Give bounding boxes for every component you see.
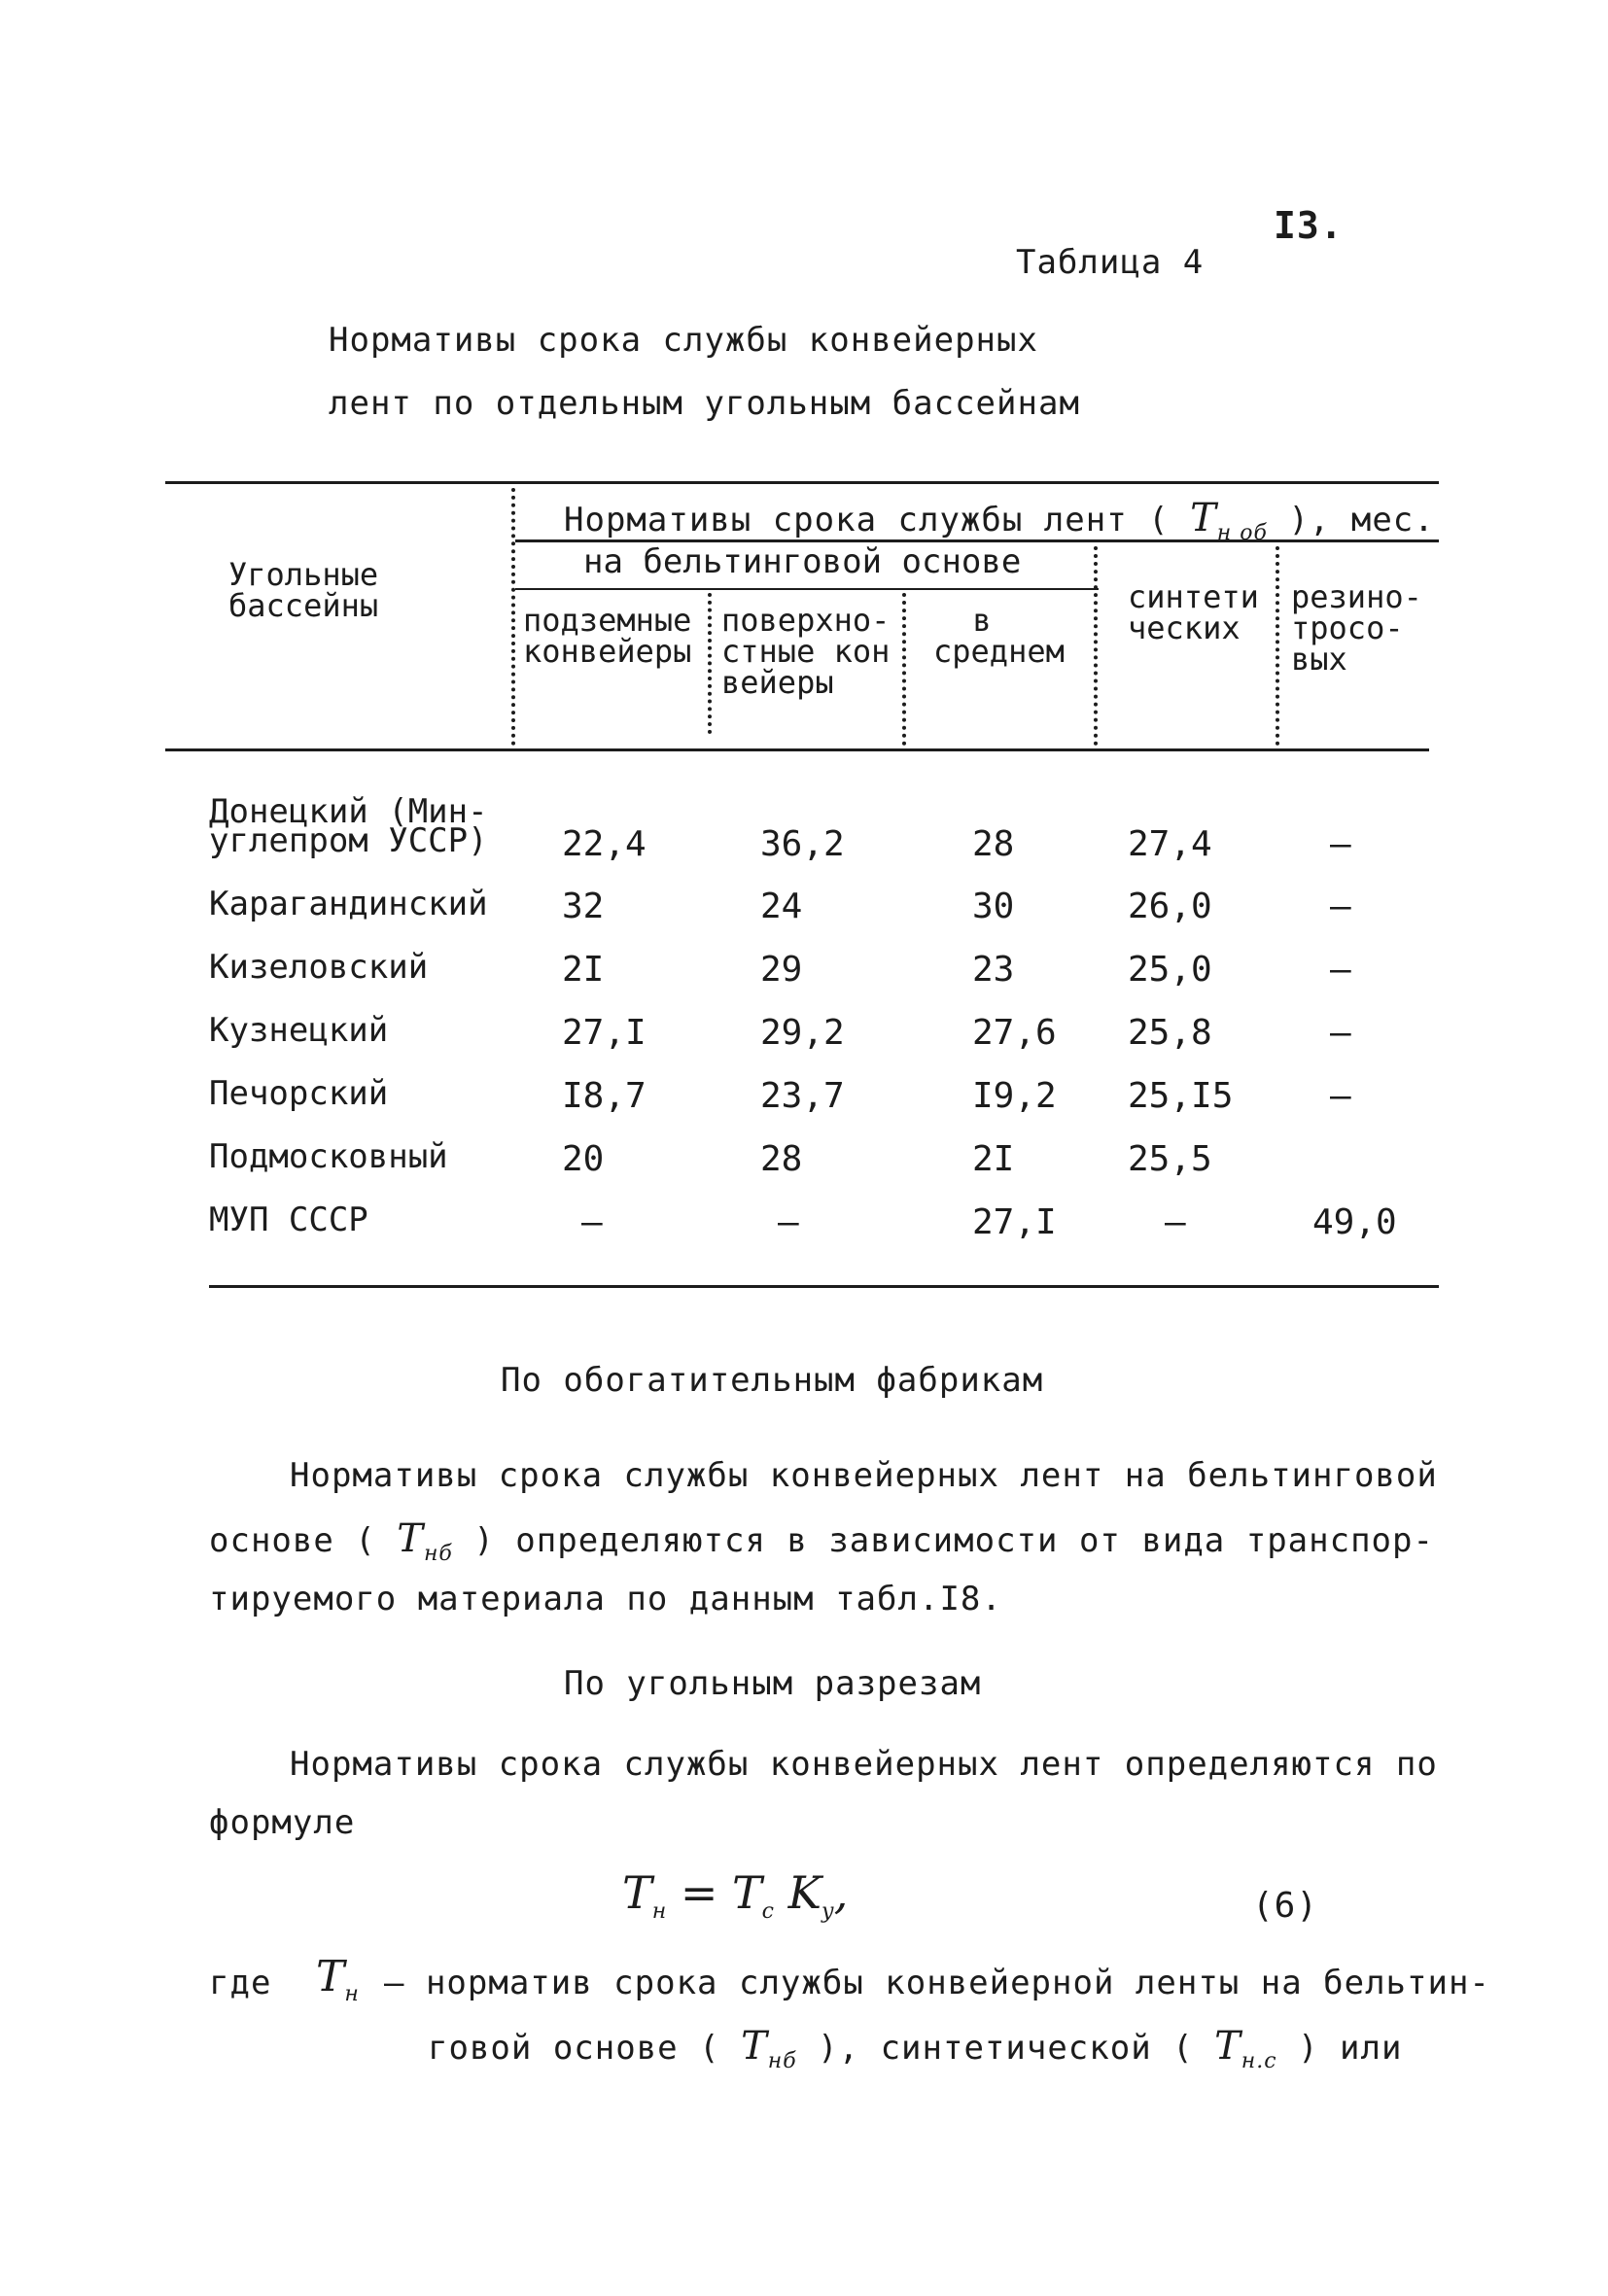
- row-donetsk-c2: 36,2: [760, 824, 845, 864]
- header-col-synthetic: синтети ческих: [1128, 578, 1259, 646]
- para2-line1: Нормативы срока службы конвейерных лент определяются по: [290, 1745, 1438, 1784]
- header-group: [564, 496, 1435, 545]
- row-karaganda-c1: 32: [562, 887, 605, 926]
- table-title-line-1: Нормативы срока службы конвейерных: [329, 321, 1038, 360]
- row-name-karaganda: Карагандинский: [209, 885, 488, 923]
- row-kizel-c4: 25,0: [1128, 950, 1212, 990]
- header-col-underground: подземные конвейеры: [523, 602, 692, 670]
- formula-equals: =: [680, 1866, 718, 1919]
- row-name-donetsk: Донецкий (Мин- углепром УССР): [209, 792, 488, 860]
- header-bottom-rule: [165, 748, 1429, 751]
- row-kuznetsk-c5: –: [1330, 1013, 1351, 1053]
- heading-processing-plants: По обогатительным фабрикам: [501, 1361, 1044, 1400]
- formula-comma: ,: [833, 1866, 849, 1919]
- where-symbol-sub: н: [344, 1981, 359, 2006]
- formula-lhs-sub: н: [651, 1899, 667, 1925]
- para1-line2-end: ) определяются в зависимости от вида транспор-: [473, 1521, 1434, 1560]
- col-separator-2: [708, 593, 712, 734]
- row-kuznetsk-c1: 27,I: [562, 1013, 647, 1053]
- where-line1: – норматив срока службы конвейерной ленты на бельтин-: [384, 1964, 1490, 2002]
- where-line2-mid: ), синтетической (: [818, 2029, 1194, 2068]
- formula-tc: T: [731, 1866, 762, 1919]
- row-mup-c3: 27,I: [972, 1202, 1057, 1242]
- row-pechora-c1: I8,7: [562, 1076, 647, 1116]
- formula-tc-sub: c: [761, 1899, 774, 1925]
- table-top-rule: [165, 481, 1439, 484]
- page-number: I3.: [1274, 204, 1344, 247]
- where-line2-symbol2-t: T: [1214, 2024, 1241, 2069]
- row-mup-c5: 49,0: [1312, 1202, 1397, 1242]
- row-pechora-c5: –: [1330, 1076, 1351, 1116]
- row-name-pechora: Печорский: [209, 1074, 389, 1113]
- table-label: Таблица 4: [1016, 243, 1205, 282]
- row-kuznetsk-c2: 29,2: [760, 1013, 845, 1053]
- header-group-symbol-t: T: [1190, 496, 1217, 540]
- para1-symbol-sub: нб: [423, 1542, 453, 1566]
- row-name-moscow: Подмосковный: [209, 1137, 448, 1176]
- where-line2-symbol1-sub: нб: [767, 2049, 797, 2073]
- header-col-average: в среднем: [933, 602, 1065, 670]
- where-label: где: [209, 1964, 272, 2002]
- col-separator-1: [511, 488, 515, 746]
- row-karaganda-c3: 30: [972, 887, 1015, 926]
- row-name-kizel: Кизеловский: [209, 948, 429, 987]
- header-group-text: Нормативы срока службы лент (: [564, 501, 1170, 539]
- where-line2-end: ) или: [1298, 2029, 1403, 2068]
- row-kizel-c5: –: [1330, 950, 1351, 990]
- row-donetsk-c4: 27,4: [1128, 824, 1212, 864]
- row-name-mup: МУП СССР: [209, 1200, 368, 1239]
- where-line2-start: говой основе (: [428, 2029, 720, 2068]
- row-karaganda-c4: 26,0: [1128, 887, 1212, 926]
- row-donetsk-c3: 28: [972, 824, 1015, 864]
- para2-line2: формуле: [209, 1803, 356, 1842]
- where-line2: [428, 2024, 1402, 2073]
- para1-line3: тируемого материала по данным табл.I8.: [209, 1580, 1002, 1618]
- heading-open-pits: По угольным разрезам: [564, 1664, 982, 1703]
- header-group-symbol-sub: н об: [1216, 521, 1268, 545]
- row-donetsk-c5: –: [1330, 824, 1351, 864]
- row-mup-c1: –: [581, 1202, 603, 1242]
- where-symbol-t: T: [316, 1952, 345, 2001]
- row-kizel-c3: 23: [972, 950, 1015, 990]
- where-symbol: [316, 1952, 359, 2006]
- row-moscow-c2: 28: [760, 1139, 803, 1179]
- para1-symbol-t: T: [397, 1516, 424, 1561]
- row-moscow-c3: 2I: [972, 1139, 1015, 1179]
- where-line2-symbol1-t: T: [741, 2024, 768, 2069]
- row-mup-c2: –: [778, 1202, 799, 1242]
- header-col-surface: поверхно- стные кон вейеры: [721, 602, 891, 701]
- row-moscow-c4: 25,5: [1128, 1139, 1212, 1179]
- para1-symbol: [397, 1516, 453, 1566]
- where-line2-symbol1: [741, 2024, 797, 2073]
- row-name-kuznetsk: Кузнецкий: [209, 1011, 389, 1050]
- table-title-line-2: лент по отдельным угольным бассейнам: [329, 384, 1080, 423]
- row-kizel-c1: 2I: [562, 950, 605, 990]
- formula-k: K: [787, 1866, 821, 1919]
- formula-k-sub: у: [821, 1899, 834, 1925]
- row-pechora-c3: I9,2: [972, 1076, 1057, 1116]
- where-line2-symbol2-sub: н.с: [1241, 2049, 1277, 2073]
- row-kuznetsk-c4: 25,8: [1128, 1013, 1212, 1053]
- formula-number: (6): [1252, 1886, 1319, 1926]
- header-subgroup: на бельтинговой основе: [583, 542, 1022, 581]
- formula: [622, 1866, 848, 1924]
- col-separator-4: [1094, 546, 1098, 746]
- row-moscow-c1: 20: [562, 1139, 605, 1179]
- header-group-suffix: ), мес.: [1288, 501, 1435, 539]
- row-kuznetsk-c3: 27,6: [972, 1013, 1057, 1053]
- where-line2-symbol2: [1214, 2024, 1277, 2073]
- row-pechora-c4: 25,I5: [1128, 1076, 1234, 1116]
- row-pechora-c2: 23,7: [760, 1076, 845, 1116]
- row-mup-c4: –: [1165, 1202, 1186, 1242]
- header-group-symbol: [1190, 496, 1268, 545]
- para1-line2: [209, 1516, 1434, 1566]
- header-subgroup-rule: [515, 588, 1099, 590]
- col-separator-5: [1276, 546, 1279, 746]
- row-donetsk-c1: 22,4: [562, 824, 647, 864]
- row-kizel-c2: 29: [760, 950, 803, 990]
- header-row-label: Угольные бассейны: [228, 556, 379, 624]
- formula-lhs: T: [622, 1866, 652, 1919]
- row-karaganda-c5: –: [1330, 887, 1351, 926]
- row-karaganda-c2: 24: [760, 887, 803, 926]
- header-col-steelcord: резино- тросо- вых: [1291, 578, 1422, 678]
- col-separator-3: [902, 593, 906, 746]
- para1-line1: Нормативы срока службы конвейерных лент на бельтинговой: [290, 1456, 1438, 1495]
- para1-line2-start: основе (: [209, 1521, 376, 1560]
- table-bottom-rule: [209, 1285, 1439, 1288]
